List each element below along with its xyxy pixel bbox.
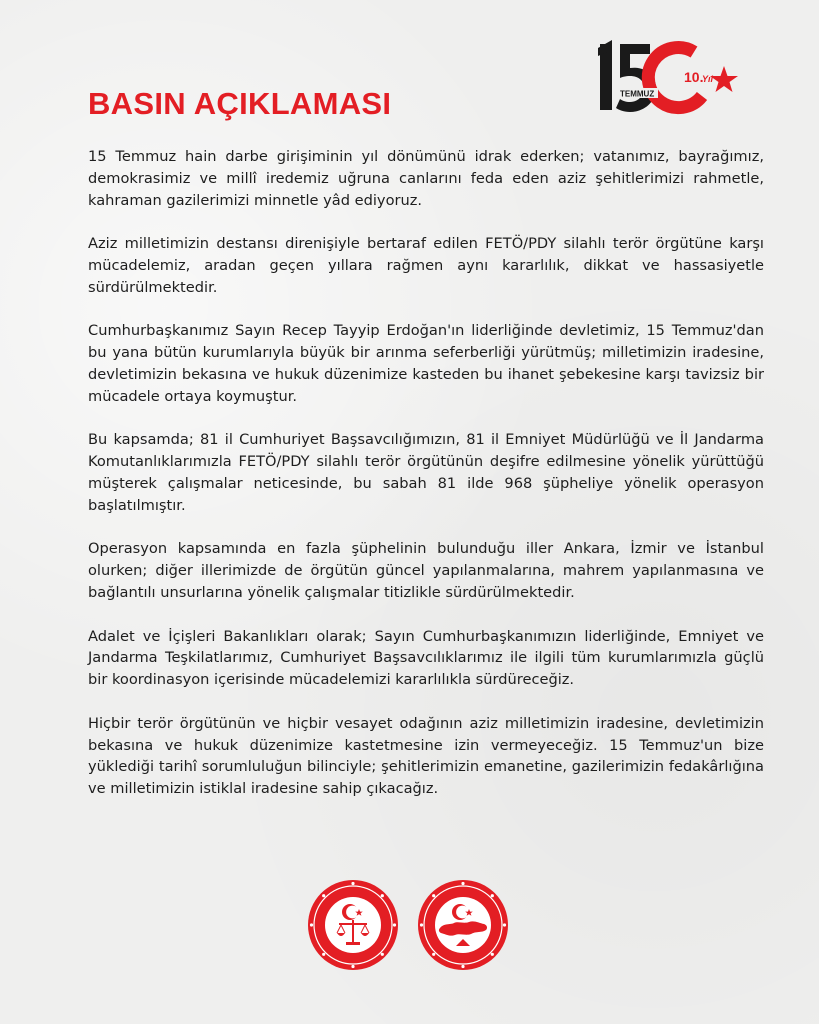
page-title: BASIN AÇIKLAMASI: [88, 86, 392, 121]
ministry-seals: [306, 878, 512, 970]
paragraph-5: Operasyon kapsamında en fazla şüphelinin bulunduğu iller Ankara, İzmir ve İstanbul olurken; diğer illerimizde de örgütün güncel yapılanmalarına, mahrem yapılanmasına ve bağlantılı unsurlarına yönelik çalışmalar titizlikle sürdürülmektedir.: [88, 540, 764, 601]
paragraph-6: Adalet ve İçişleri Bakanlıkları olarak; Sayın Cumhurbaşkanımızın liderliğinde, Emniyet ve Jandarma Teşkilatlarımız, Cumhuriyet Başsavcılıklarımız ile ilgili tüm kurumlarımızla güçlü bir koordinasyon içerisinde mücadelemizi kararlılıkla sürdüreceğiz.: [88, 627, 764, 689]
paragraph-2: Aziz milletimizin destansı direnişiyle bertaraf edilen FETÖ/PDY silahlı terör örgütüne karşı mücadelemiz, aradan geçen yıllara rağmen aynı kararlılık, dikkat ve hassasiyetle sürdürülmektedir.: [88, 235, 764, 296]
anniversary-logo-graphic: [598, 38, 738, 118]
paragraph-4: Bu kapsamda; 81 il Cumhuriyet Başsavcılığımızın, 81 il Emniyet Müdürlüğü ve İl Jandarma Komutanlıklarımızla FETÖ/PDY silahlı terör örgütünün deşifre edilmesine yönelik yürüttüğü müşterek çalışmalar neticesinde, bu sabah 81 ilde 968 şüpheliye yönelik operasyon başlatılmıştır.: [88, 431, 764, 514]
svg-text:TEMMUZ: TEMMUZ: [620, 89, 655, 99]
paragraph-1: 15 Temmuz hain darbe girişiminin yıl dönümünü idrak ederken; vatanımız, bayrağımız, demokrasimiz ve millî iredemiz uğruna canlarını feda eden aziz şehitlerimizi rahmetle, kahraman gazilerimizi minnetle yâd ediyoruz.: [88, 148, 764, 209]
paragraph-3: Cumhurbaşkanımız Sayın Recep Tayyip Erdoğan'ın liderliğinde devletimiz, 15 Temmuz'dan bu yana bütün kurumlarıyla büyük bir arınma seferberliği yürütmüş; milletimizin iradesine, devletimizin bekasına ve hukuk düzenimize kasteden bu ihanet şebekesine karşı tavizsiz bir mücadele ortaya koymuştur.: [88, 322, 764, 405]
svg-text:Yıl: Yıl: [702, 74, 714, 84]
justice-ministry-seal-icon: [306, 878, 400, 972]
paragraph-7: Hiçbir terör örgütünün ve hiçbir vesayet odağının aziz milletimizin iradesine, devletimizin bekasına ve hukuk düzenimize kastetmesine izin vermeyeceğiz. 15 Temmuz'un bize yüklediği tarihî sorumluluğun bilinciyle; şehitlerimizin emanetine, gazilerimizin fedakârlığına ve milletimizin istiklal iradesine sahip çıkacağız.: [88, 714, 764, 798]
press-release-body: [88, 146, 764, 800]
anniversary-logo: [598, 38, 738, 118]
svg-text:10.: 10.: [684, 69, 704, 85]
interior-ministry-seal-icon: [416, 878, 510, 972]
